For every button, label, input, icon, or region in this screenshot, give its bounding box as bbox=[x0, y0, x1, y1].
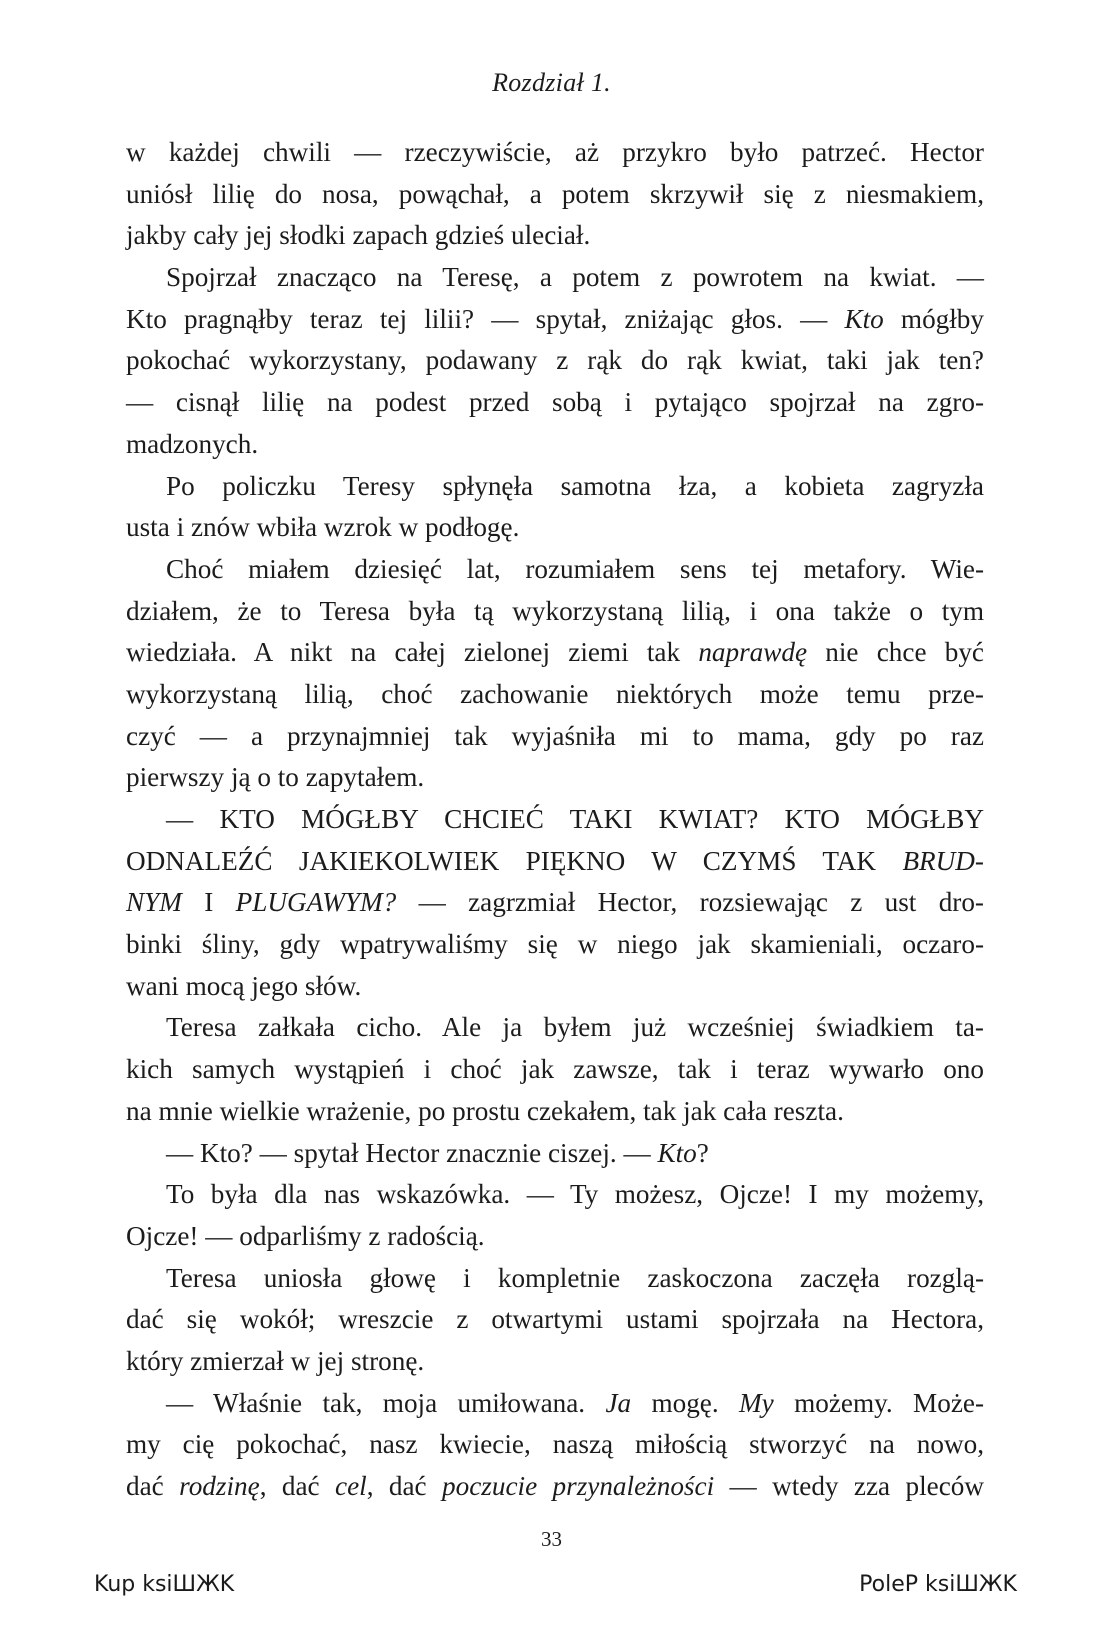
text-line bbox=[126, 340, 984, 382]
text-line bbox=[126, 382, 984, 424]
text-line bbox=[126, 1383, 984, 1425]
text-line bbox=[126, 257, 984, 299]
italic-text: rodzinę bbox=[179, 1471, 260, 1501]
body-text bbox=[126, 132, 984, 1508]
text-segment: — Kto? — spytał Hector znacznie ciszej. — bbox=[166, 1137, 658, 1168]
text-segment: binki śliny, gdy wpatrywaliśmy się w niego jak skamieniali, oczaro- bbox=[126, 929, 984, 960]
text-segment: Kto pragnąłby teraz tej lilii? — spytał, zniżając głos. — bbox=[126, 303, 845, 334]
text-segment: wykorzystaną lilią, choć zachowanie niektórych może temu prze- bbox=[126, 678, 984, 709]
italic-text: PLUGAWYM? bbox=[235, 887, 397, 918]
italic-text: naprawdę bbox=[698, 637, 808, 668]
text-segment: na mnie wielkie wrażenie, po prostu czekałem, tak jak cała reszta. bbox=[126, 1095, 844, 1126]
text-segment: wiedziała. A nikt na całej zielonej ziemi tak bbox=[126, 637, 699, 668]
text-segment: Teresa załkała cicho. Ale ja byłem już wcześniej świadkiem ta- bbox=[166, 1012, 984, 1043]
text-segment: wani mocą jego słów. bbox=[126, 970, 362, 1001]
text-line bbox=[126, 215, 984, 257]
text-segment: — wtedy zza pleców bbox=[714, 1471, 985, 1501]
text-line bbox=[126, 1007, 984, 1049]
text-line bbox=[126, 799, 984, 841]
text-segment: , dać bbox=[259, 1471, 335, 1501]
text-segment: pokochać wykorzystany, podawany z rąk do rąk kwiat, taki jak ten? bbox=[126, 345, 984, 376]
text-segment: usta i znów wbiła wzrok w podłogę. bbox=[126, 512, 520, 543]
text-segment: , dać bbox=[366, 1471, 443, 1501]
text-line bbox=[126, 1299, 984, 1341]
text-line bbox=[126, 1133, 984, 1175]
text-line bbox=[126, 549, 984, 591]
text-segment: dać się wokół; wreszcie z otwartymi ustami spojrzała na Hectora, bbox=[126, 1304, 984, 1335]
text-line bbox=[126, 716, 984, 758]
text-segment: w każdej chwili — rzeczywiście, aż przykro było patrzeć. Hector bbox=[126, 137, 984, 167]
text-segment: ? bbox=[696, 1137, 709, 1168]
text-line bbox=[126, 1174, 984, 1216]
text-segment: madzonych. bbox=[126, 428, 259, 459]
text-line bbox=[126, 507, 984, 549]
text-line bbox=[126, 1341, 984, 1383]
text-segment: czyć — a przynajmniej tak wyjaśniła mi to mama, gdy po raz bbox=[126, 720, 984, 751]
text-segment: — KTO MÓGŁBY CHCIEĆ TAKI KWIAT? KTO MÓGŁBY bbox=[166, 804, 984, 834]
text-line bbox=[126, 466, 984, 508]
text-segment: — Właśnie tak, moja umiłowana. bbox=[166, 1387, 606, 1418]
italic-text: My bbox=[739, 1387, 774, 1418]
text-segment: Po policzku Teresy spłynęła samotna łza, a kobieta zagryzła bbox=[166, 470, 984, 501]
text-line bbox=[126, 1049, 984, 1091]
text-segment: uniósł lilię do nosa, powąchał, a potem skrzywił się z niesmakiem, bbox=[126, 178, 984, 209]
text-line bbox=[126, 966, 984, 1008]
text-segment: Ojcze! — odparliśmy z radością. bbox=[126, 1220, 485, 1251]
text-line bbox=[126, 591, 984, 633]
text-segment: który zmierzał w jej stronę. bbox=[126, 1345, 425, 1376]
text-segment: Teresa uniosła głowę i kompletnie zaskoczona zaczęła rozglą- bbox=[166, 1262, 984, 1293]
text-segment: my cię pokochać, nasz kwiecie, naszą miłością stworzyć na nowo, bbox=[126, 1429, 984, 1460]
text-line bbox=[126, 841, 984, 883]
text-segment: ODNALEŹĆ JAKIEKOLWIEK PIĘKNO W CZYMŚ TAK bbox=[126, 845, 903, 876]
text-line bbox=[126, 132, 984, 174]
text-line bbox=[126, 174, 984, 216]
text-line bbox=[126, 1466, 984, 1508]
text-segment: dać bbox=[126, 1471, 180, 1501]
text-line bbox=[126, 1216, 984, 1258]
text-line bbox=[126, 674, 984, 716]
italic-text: Ja bbox=[605, 1387, 632, 1418]
text-segment: działem, że to Teresa była tą wykorzystaną lilią, i ona także o tym bbox=[126, 595, 984, 626]
text-segment: Spojrzał znacząco na Teresę, a potem z powrotem na kwiat. — bbox=[166, 262, 984, 293]
text-line bbox=[126, 924, 984, 966]
text-segment: nie chce być bbox=[807, 637, 984, 668]
text-line bbox=[126, 882, 984, 924]
text-segment: mógłby bbox=[883, 303, 984, 334]
text-line bbox=[126, 1258, 984, 1300]
recommend-book-link[interactable]: PoleP ksiШЖK bbox=[859, 1572, 1017, 1597]
text-segment: jakby cały jej słodki zapach gdzieś uleciał. bbox=[126, 220, 591, 251]
text-segment: To była dla nas wskazówka. — Ty możesz, Ojcze! I my możemy, bbox=[166, 1179, 984, 1210]
text-segment: pierwszy ją o to zapytałem. bbox=[126, 762, 425, 793]
text-line bbox=[126, 1424, 984, 1466]
text-line bbox=[126, 1091, 984, 1133]
buy-book-link[interactable]: Kup ksiШЖK bbox=[94, 1572, 235, 1597]
italic-text: Kto bbox=[657, 1137, 697, 1168]
text-segment: możemy. Może- bbox=[773, 1387, 985, 1418]
italic-text: BRUD- bbox=[902, 845, 984, 876]
text-segment: I bbox=[181, 887, 236, 918]
text-segment: — cisnął lilię na podest przed sobą i pytająco spojrzał na zgro- bbox=[126, 387, 984, 418]
italic-text: poczucie przynależności bbox=[442, 1471, 715, 1501]
italic-text: cel bbox=[335, 1471, 367, 1501]
text-line bbox=[126, 299, 984, 341]
text-segment: kich samych wystąpień i choć jak zawsze, tak i teraz wywarło ono bbox=[126, 1054, 984, 1085]
running-head: Rozdział 1. bbox=[492, 68, 611, 97]
text-line bbox=[126, 424, 984, 466]
text-segment: Choć miałem dziesięć lat, rozumiałem sens tej metafory. Wie- bbox=[166, 553, 984, 584]
text-line bbox=[126, 757, 984, 799]
text-segment: — zagrzmiał Hector, rozsiewając z ust dro- bbox=[396, 887, 984, 918]
page-number: 33 bbox=[541, 1527, 562, 1551]
italic-text: Kto bbox=[844, 303, 884, 334]
text-line bbox=[126, 632, 984, 674]
italic-text: NYM bbox=[126, 887, 182, 918]
text-segment: mogę. bbox=[631, 1387, 740, 1418]
